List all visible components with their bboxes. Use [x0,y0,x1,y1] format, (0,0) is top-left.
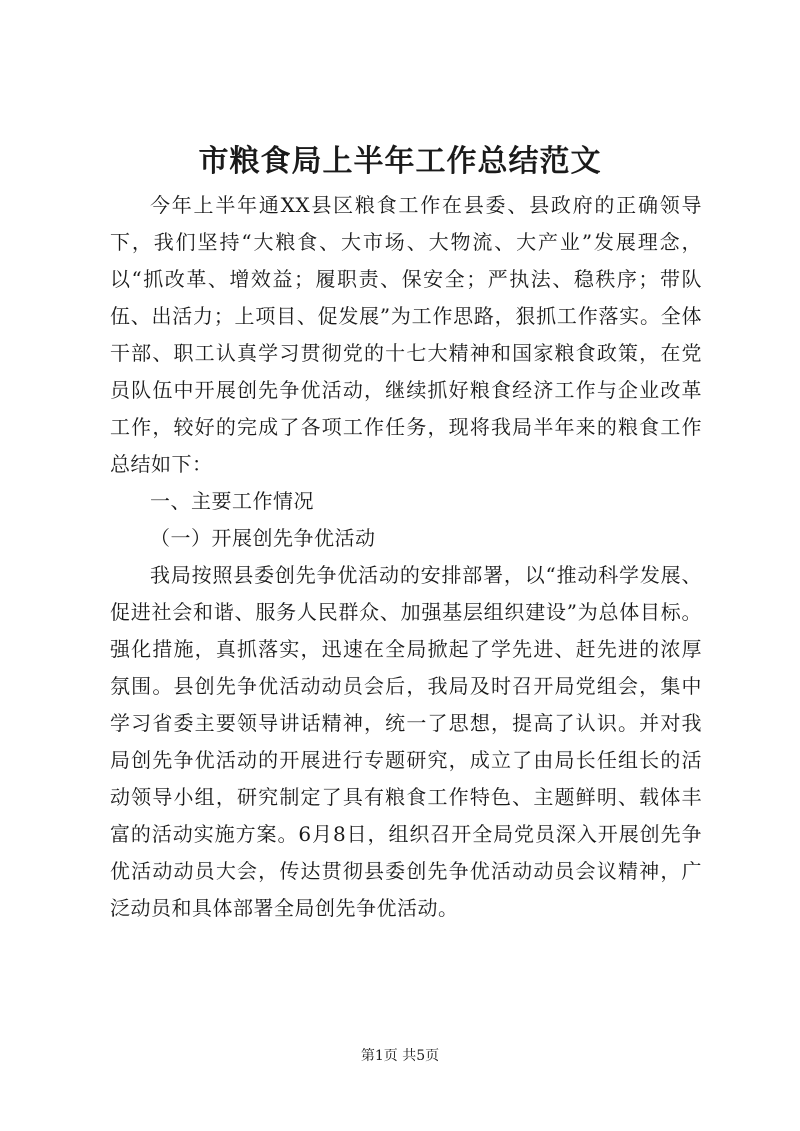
document-body [110,187,702,927]
page-number-footer: 第1页 共5页 [360,1048,440,1064]
intro-paragraph: 今年上半年通XX县区粮食工作在县委、县政府的正确领导下，我们坚持“大粮食、大市场、大物流、大产业”发展理念，以“抓改革、增效益；履职责、保安全；严执法、稳秩序；带队伍、出活力；上项目、促发展”为工作思路，狠抓工作落实。全体干部、职工认真学习贯彻党的十七大精神和国家粮食政策，在党员队伍中开展创先争优活动，继续抓好粮食经济工作与企业改革工作，较好的完成了各项工作任务，现将我局半年来的粮食工作总结如下： [110,193,702,476]
body-paragraph: 我局按照县委创先争优活动的安排部署，以“推动科学发展、促进社会和谐、服务人民群众、加强基层组织建设”为总体目标。强化措施，真抓落实，迅速在全局掀起了学先进、赶先进的浓厚氛围。县创先争优活动动员会后，我局及时召开局党组会，集中学习省委主要领导讲话精神，统一了思想，提高了认识。并对我局创先争优活动的开展进行专题研究，成立了由局长任组长的活动领导小组，研究制定了具有粮食工作特色、主题鲜明、载体丰富的活动实施方案。6月8日，组织召开全局党员深入开展创先争优活动动员大会，传达贯彻县委创先争优活动动员会议精神，广泛动员和具体部署全局创先争优活动。 [110,563,702,920]
document-title: 市粮食局上半年工作总结范文 [198,144,602,179]
subsection-heading: （一）开展创先争优活动 [150,526,376,550]
section-heading: 一、主要工作情况 [150,489,314,513]
